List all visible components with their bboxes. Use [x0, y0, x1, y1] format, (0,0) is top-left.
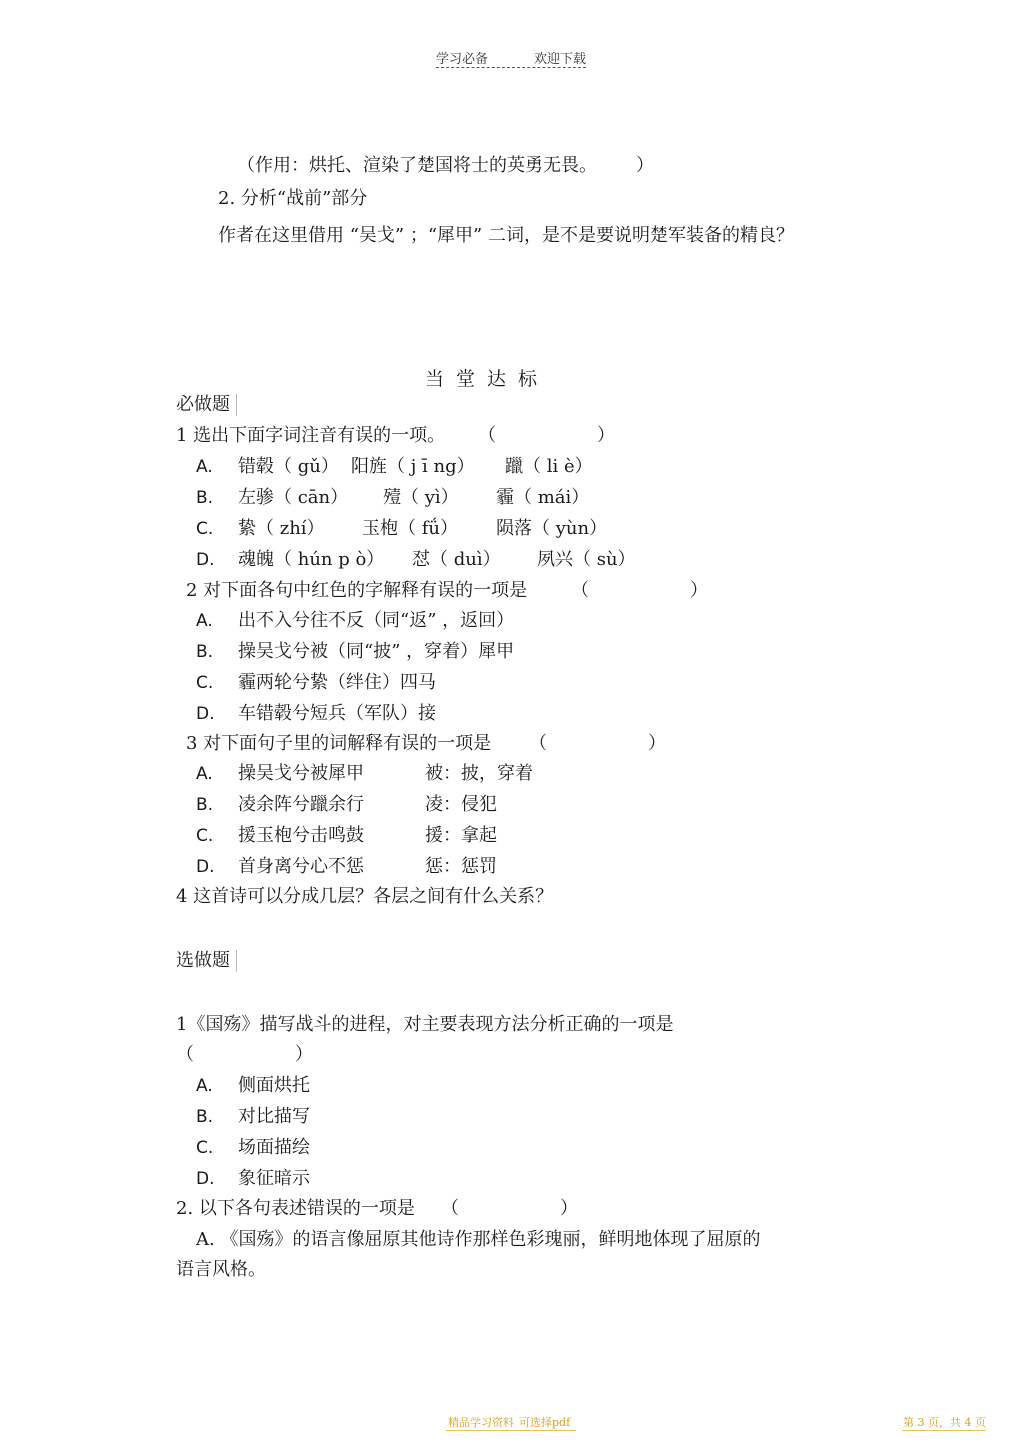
required-heading: 必做题 — [176, 394, 237, 416]
opt-q1-option-letter: B. — [196, 1107, 214, 1127]
q3-option-letter: B. — [196, 795, 214, 815]
q2-paren-open: （ — [571, 580, 589, 601]
q1-option-item: 错毂（ gǔ） — [238, 456, 339, 477]
footer-page-number: 第 3 页，共 4 页 — [903, 1416, 986, 1429]
intro-line-3: 作者在这里借用 “吴戈” ；“犀甲” 二词，是不是要说明楚军装备的精良？ — [218, 225, 794, 246]
opt-q1-option-letter: D. — [196, 1169, 215, 1189]
q3-stem: 3 对下面句子里的词解释有误的一项是 — [186, 733, 492, 754]
q1-stem: 1 选出下面字词注音有误的一项。 — [176, 425, 446, 446]
q2-option-letter: B. — [196, 642, 214, 662]
q3-option-gloss: 援：拿起 — [425, 825, 497, 846]
footer-left-a: 精品学习资料 — [448, 1416, 514, 1429]
q3-option-gloss: 惩：惩罚 — [425, 856, 497, 877]
q1-option-item: 怼（ duì） — [412, 549, 501, 570]
q2-option-text: 出不入兮往不反（同“返” ，返回） — [238, 610, 515, 631]
q1-option-letter: B. — [196, 488, 214, 508]
footer-left-underline — [446, 1430, 576, 1431]
q2-option-letter: A. — [196, 611, 213, 631]
q2-option-text: 霾两轮兮絷（绊住）四马 — [238, 672, 436, 693]
q2-option-text: 操吴戈兮被（同“披” ，穿着）犀甲 — [238, 641, 515, 662]
q2-option-letter: D. — [196, 704, 215, 724]
q3-option-text: 首身离兮心不惩 — [238, 856, 364, 877]
opt-q1-paren-open: （ — [176, 1044, 194, 1065]
q1-option-item: 殪（ yì） — [383, 487, 459, 508]
opt-q1-option-text: 对比描写 — [238, 1106, 310, 1127]
intro-line-1: （作用：烘托、渲染了楚国将士的英勇无畏。 — [237, 155, 597, 176]
opt-q2-paren-open: （ — [441, 1198, 459, 1219]
section-title: 当堂达标 — [425, 368, 550, 390]
q2-paren-close: ） — [690, 580, 708, 601]
q1-option-item: 絷（ zhí） — [238, 518, 325, 539]
q2-stem: 2 对下面各句中红色的字解释有误的一项是 — [186, 580, 528, 601]
opt-q2-option-a-line-2: 语言风格。 — [176, 1259, 266, 1280]
opt-q2-option-a-line-1: A. 《国殇》的语言像屈原其他诗作那样色彩瑰丽，鲜明地体现了屈原的 — [196, 1229, 761, 1250]
q1-option-item: 陨落（ yùn） — [496, 518, 608, 539]
q1-option-item: 夙兴（ sù） — [537, 549, 636, 570]
opt-q1-option-text: 侧面烘托 — [238, 1075, 310, 1096]
q3-option-letter: C. — [196, 826, 214, 846]
opt-q1-paren-close: ） — [295, 1044, 313, 1065]
q1-option-letter: D. — [196, 550, 215, 570]
opt-q2-paren-close: ） — [560, 1198, 578, 1219]
q3-paren-open: （ — [529, 733, 547, 754]
q3-option-letter: A. — [196, 764, 213, 784]
intro-line-1-close: ） — [636, 155, 654, 176]
opt-q1-stem: 1《国殇》描写战斗的进程，对主要表现方法分析正确的一项是 — [176, 1014, 674, 1035]
q4-stem: 4 这首诗可以分成几层？各层之间有什么关系？ — [176, 886, 554, 907]
q2-option-text: 车错毂兮短兵（军队）接 — [238, 703, 436, 724]
q1-option-item: 玉枹（ fǘ） — [362, 518, 458, 539]
q3-option-text: 援玉枹兮击鸣鼓 — [238, 825, 364, 846]
header-divider — [436, 67, 586, 68]
q1-option-item: 阳旌（ j ī ng） — [351, 456, 475, 477]
opt-q1-option-letter: A. — [196, 1076, 213, 1096]
q3-option-text: 操吴戈兮被犀甲 — [238, 763, 364, 784]
opt-q1-option-text: 象征暗示 — [238, 1168, 310, 1189]
q1-option-item: 躐（ li è） — [505, 456, 593, 477]
q3-option-text: 凌余阵兮躐余行 — [238, 794, 364, 815]
footer-right-underline — [902, 1430, 986, 1431]
header-left: 学习必备 — [436, 52, 489, 67]
opt-q1-option-letter: C. — [196, 1138, 214, 1158]
footer-left-b: 可选择pdf — [519, 1416, 571, 1429]
q3-option-gloss: 被：披，穿着 — [425, 763, 533, 784]
q1-paren-close: ） — [597, 425, 615, 446]
intro-line-2: 2. 分析“战前”部分 — [218, 188, 368, 209]
optional-heading: 选做题 — [176, 950, 237, 972]
q1-option-item: 魂魄（ hún p ò） — [238, 549, 385, 570]
q1-option-letter: A. — [196, 457, 213, 477]
q2-option-letter: C. — [196, 673, 214, 693]
q1-option-item: 霾（ mái） — [496, 487, 590, 508]
q1-paren-open: （ — [478, 425, 496, 446]
header-right: 欢迎下载 — [534, 52, 587, 67]
q3-option-gloss: 凌：侵犯 — [425, 794, 497, 815]
opt-q1-option-text: 场面描绘 — [238, 1137, 310, 1158]
q3-paren-close: ） — [648, 733, 666, 754]
opt-q2-stem: 2. 以下各句表述错误的一项是 — [176, 1198, 415, 1219]
q1-option-letter: C. — [196, 519, 214, 539]
q1-option-item: 左骖（ cān） — [238, 487, 349, 508]
q3-option-letter: D. — [196, 857, 215, 877]
